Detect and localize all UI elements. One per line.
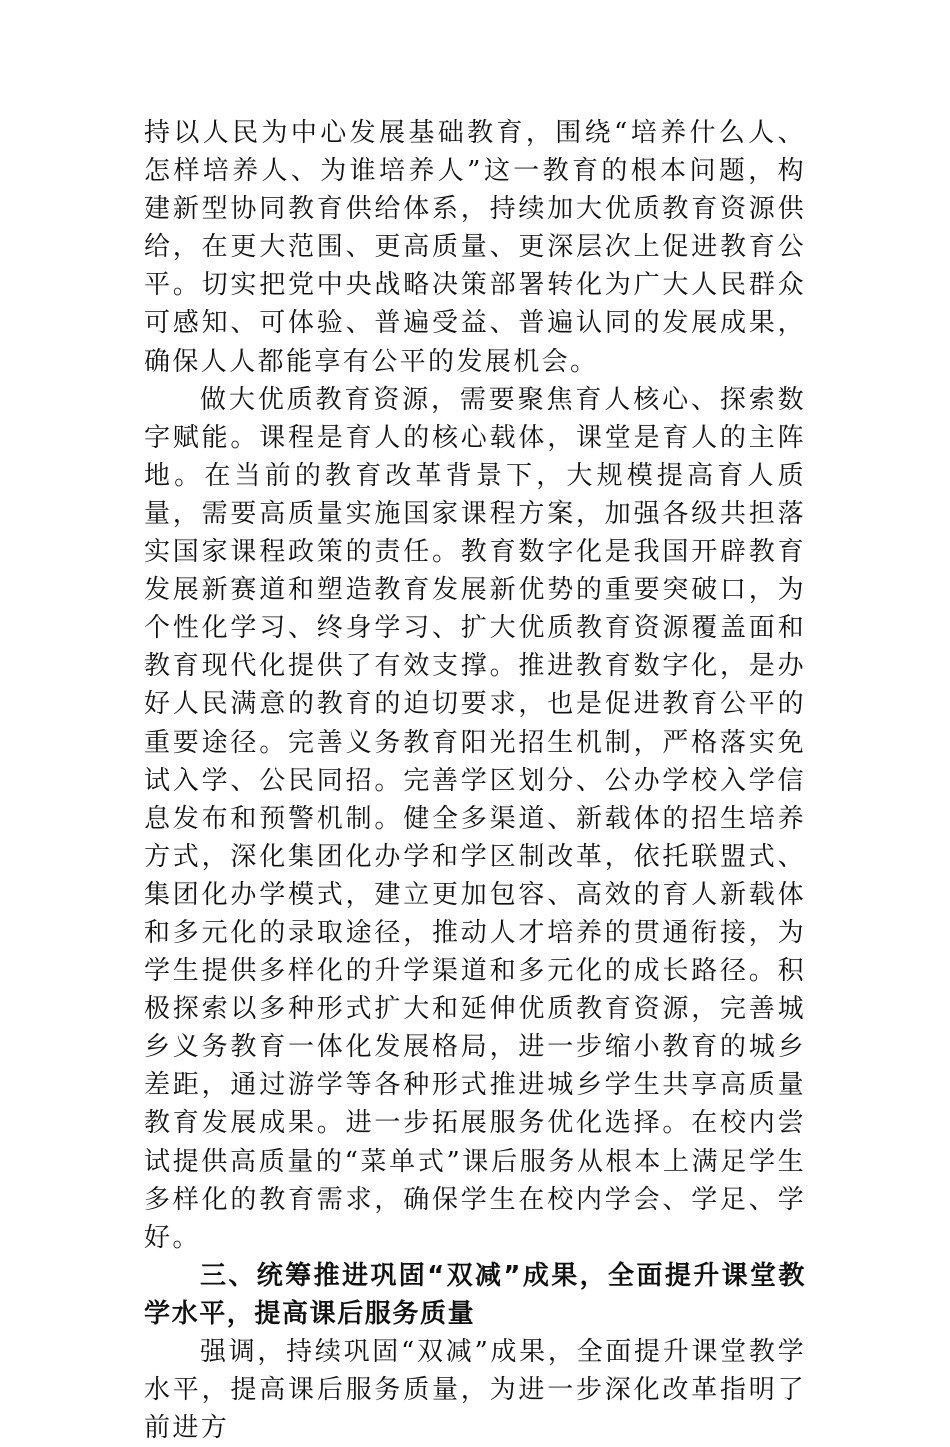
document-body: [144, 114, 806, 1447]
paragraph-continuation: 持以人民为中心发展基础教育，围绕“培养什么人、怎样培养人、为谁培养人”这一教育的根本问题，构建新型协同教育供给体系，持续加大优质教育资源供给，在更大范围、更高质量、更深层次上促进教育公平。切实把党中央战略决策部署转化为广大人民群众可感知、可体验、普遍受益、普遍认同的发展成果，确保人人都能享有公平的发展机会。: [144, 118, 806, 377]
paragraph-double-reduction: 强调，持续巩固“双减”成果，全面提升课堂教学水平，提高课后服务质量，为进一步深化改革指明了前进方: [144, 1337, 806, 1444]
section-heading-3: 三、统筹推进巩固“双减”成果，全面提升课堂教学水平，提高课后服务质量: [144, 1260, 806, 1329]
paragraph-quality-resources: 做大优质教育资源，需要聚焦育人核心、探索数字赋能。课程是育人的核心载体，课堂是育人的主阵地。在当前的教育改革背景下，大规模提高育人质量，需要高质量实施国家课程方案，加强各级共担落实国家课程政策的责任。教育数字化是我国开辟教育发展新赛道和塑造教育发展新优势的重要突破口，为个性化学习、终身学习、扩大优质教育资源覆盖面和教育现代化提供了有效支撑。推进教育数字化，是办好人民满意的教育的迫切要求，也是促进教育公平的重要途径。完善义务教育阳光招生机制，严格落实免试入学、公民同招。完善学区划分、公办学校入学信息发布和预警机制。健全多渠道、新载体的招生培养方式，深化集团化办学和学区制改革，依托联盟式、集团化办学模式，建立更加包容、高效的育人新载体和多元化的录取途径，推动人才培养的贯通衔接，为学生提供多样化的升学渠道和多元化的成长路径。积极探索以多种形式扩大和延伸优质教育资源，完善城乡义务教育一体化发展格局，进一步缩小教育的城乡差距，通过游学等各种形式推进城乡学生共享高质量教育发展成果。进一步拓展服务优化选择。在校内尝试提供高质量的“菜单式”课后服务从根本上满足学生多样化的教育需求，确保学生在校内学会、学足、学好。: [144, 384, 806, 1253]
